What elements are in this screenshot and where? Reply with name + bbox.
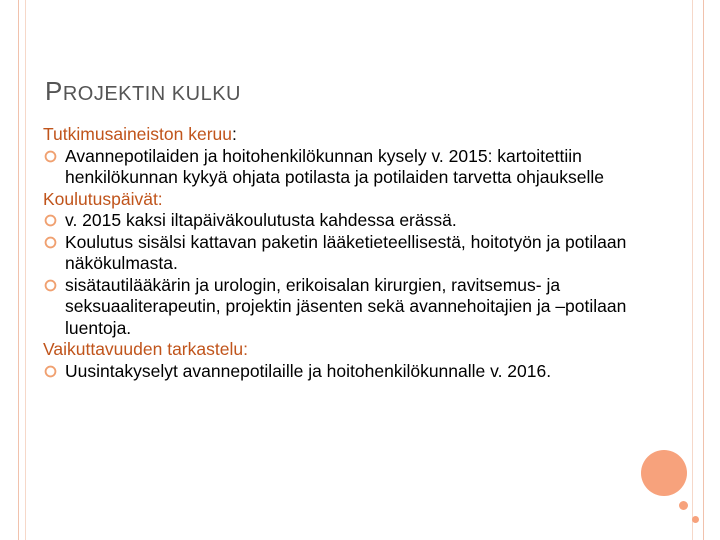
bullet-item [43,146,673,189]
bullet-text: Avannepotilaiden ja hoitohenkilökunnan kysely v. 2015: kartoitettiin henkilökunnan kykyä ohjata potilasta ja potilaiden tarvetta ohjaukselle [65,145,604,187]
circle-bullet-icon [44,279,57,292]
section-heading: Tutkimusaineiston keruu: [43,124,237,144]
slide-title-rest: ROJEKTIN KULKU [62,83,241,105]
bullet-text: v. 2015 kaksi iltapäiväkoulutusta kahdessa erässä. [65,210,457,230]
bullet-item [43,361,673,383]
decorative-circle-large [641,450,687,496]
decorative-circle-tiny [692,516,699,523]
bullet-text: Uusintakyselyt avannepotilaille ja hoitohenkilökunnalle v. 2016. [65,360,552,381]
bullet-text: Koulutus sisälsi kattavan paketin lääketieteellisestä, hoitotyön ja potilaan näkökulmasta. [65,231,627,273]
decorative-circle-small [679,501,688,510]
slide-title [45,76,241,107]
section-heading: Koulutuspäivät: [43,188,163,209]
slide-content [43,124,673,382]
bullet-item [43,210,673,232]
circle-bullet-icon [44,236,57,249]
bullet-item [43,232,673,275]
bullet-item [43,275,673,340]
circle-bullet-icon [44,365,57,378]
slide-title-initial: P [45,76,63,106]
bullet-text: sisätautilääkärin ja urologin, erikoisalan kirurgien, ravitsemus- ja seksuaaliterapeutin, projektin jäsenten sekä avannehoitajien ja –potilaan luentoja. [65,274,627,338]
circle-bullet-icon [44,150,57,163]
section-heading: Vaikuttavuuden tarkastelu: [43,339,248,359]
circle-bullet-icon [44,214,57,227]
